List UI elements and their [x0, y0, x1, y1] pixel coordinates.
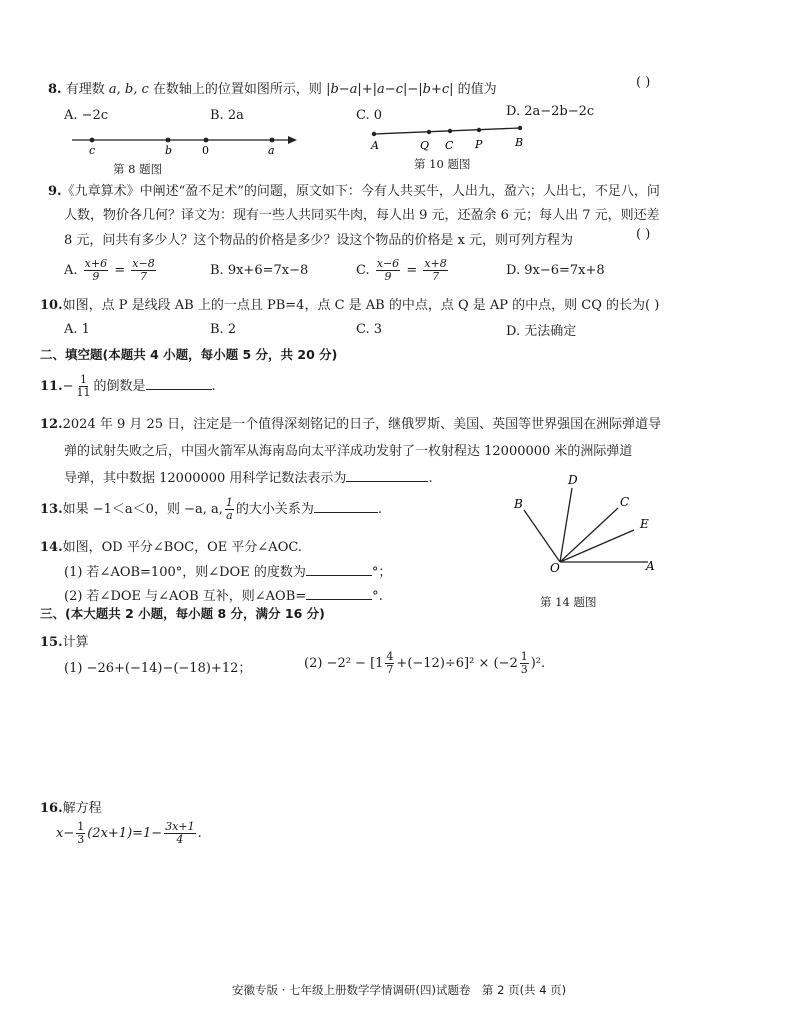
q16-title: 16.解方程 — [40, 801, 102, 816]
label-c: c — [89, 144, 96, 157]
q15-title: 15.计算 — [40, 635, 89, 650]
svg-text:C: C — [620, 495, 630, 509]
q8-answer-paren: ( ) — [636, 75, 651, 90]
q14-sub-1: (1) 若∠AOB=100°，则∠DOE 的度数为 °； — [64, 561, 391, 580]
ray-od — [560, 488, 572, 562]
q14-stem: 14.如图，OD 平分∠BOC，OE 平分∠AOC. — [40, 540, 302, 555]
q9-option-d: D. 9x−6=7x+8 — [506, 263, 605, 278]
section-3-heading: 三、(本大题共 2 小题，每小题 8 分，满分 16 分) — [40, 606, 325, 621]
q9-option-b: B. 9x+6=7x−8 — [210, 263, 309, 278]
q8-number-line-figure — [64, 130, 304, 160]
q9-line-1: 9.《九章算术》中阐述“盈不足术”的问题，原文如下：今有人共买牛，人出九，盈六；人出七，不足八，问 — [48, 184, 660, 199]
q15-part-2: (2) −2² − [1 $\frac{4}{7}$ +(−12)÷6]² × (−2 $\frac{1}{3}$ )². — [304, 650, 546, 676]
q9-line-2: 人数，物价各几何？译文为：现有一些人共同买牛肉，每人出 9 元，还盈余 6 元；每人出 7 元，则还差 — [64, 208, 660, 223]
point-b — [166, 138, 171, 143]
svg-text:C: C — [445, 139, 454, 152]
point-a — [270, 138, 275, 143]
point-c — [90, 138, 95, 143]
point-0 — [204, 138, 209, 143]
q11-answer-blank[interactable] — [146, 375, 212, 390]
q8-number: 8. — [48, 82, 62, 97]
point-Q — [427, 130, 431, 134]
q10-option-c: C. 3 — [356, 322, 383, 337]
point-A — [372, 132, 376, 136]
segment-ab — [374, 128, 520, 134]
q8-option-b: B. 2a — [210, 108, 244, 123]
q9-answer-paren: ( ) — [636, 227, 651, 242]
q10-number: 10. — [40, 298, 63, 313]
q10-option-a: A. 1 — [64, 322, 90, 337]
q12-answer-blank[interactable] — [346, 467, 428, 482]
svg-text:A: A — [371, 139, 379, 152]
section-2-heading: 二、填空题(本题共 4 小题，每小题 5 分，共 20 分) — [40, 347, 338, 362]
q8-option-c: C. 0 — [356, 108, 383, 123]
q13-stem: 13.如果 −1＜a＜0，则 −a, a, $\frac{1}{a}$ 的大小关系为 . — [40, 496, 383, 522]
q12-line-2: 弹的试射失败之后，中国火箭军从海南岛向太平洋成功发射了一枚射程达 12000000 米的洲际弹道 — [64, 444, 633, 459]
point-P — [477, 128, 481, 132]
label-a: a — [268, 144, 275, 157]
q8-stem: 8. 有理数 a, b, c 在数轴上的位置如图所示，则 |b−a|+|a−c|−|b+c| 的值为 — [48, 82, 497, 97]
q13-answer-blank[interactable] — [314, 498, 378, 513]
q9-line-3: 8 元，问共有多少人？这个物品的价格是多少？设这个物品的价格是 x 元，则可列方程为 — [64, 233, 574, 248]
ray-oc — [560, 508, 618, 562]
q9-option-a: A. $\frac{x+6}{9}$ = $\frac{x-8}{7}$ — [64, 257, 155, 283]
svg-text:Q: Q — [420, 139, 430, 152]
q10-option-d: D. 无法确定 — [506, 324, 577, 339]
q10-stem: 10.如图，点 P 是线段 AB 上的一点且 PB=4，点 C 是 AB 的中点，点 Q 是 AP 的中点，则 CQ 的长为( ) — [40, 298, 660, 313]
q14-sub2-blank[interactable] — [306, 585, 372, 600]
page-footer: 安徽专版 · 七年级上册数学学情调研(四)试题卷 第 2 页(共 4 页) — [232, 983, 567, 997]
q14-sub1-blank[interactable] — [306, 561, 372, 576]
q10-figure-caption: 第 10 题图 — [414, 157, 471, 171]
svg-text:A: A — [646, 559, 655, 573]
q16-equation: x− $\frac{1}{3}$ (2x+1)=1− $\frac{3x+1}{4}$ . — [56, 820, 202, 846]
q12-line-1: 12.2024 年 9 月 25 日，注定是一个值得深刻铭记的日子，继俄罗斯、美国、英国等世界强国在洲际弹道导 — [40, 417, 662, 432]
svg-text:E: E — [640, 517, 649, 531]
q10-option-b: B. 2 — [210, 322, 237, 337]
svg-text:P: P — [475, 138, 483, 151]
q8-option-a: A. −2c — [64, 108, 109, 123]
q15-part-1: (1) −26+(−14)−(−18)+12； — [64, 661, 252, 676]
q8-expression: |b−a|+|a−c|−|b+c| — [326, 82, 454, 97]
svg-text:O: O — [550, 561, 560, 574]
q14-sub-2: (2) 若∠DOE 与∠AOB 互补，则∠AOB= °. — [64, 585, 383, 604]
q11-stem: 11.− $\frac{1}{11}$ 的倒数是 . — [40, 373, 216, 399]
point-B — [518, 126, 522, 130]
svg-text:B: B — [514, 497, 523, 511]
svg-text:D: D — [568, 473, 578, 487]
label-b: b — [165, 144, 173, 157]
q8-option-d: D. 2a−2b−2c — [506, 104, 595, 119]
q8-figure-caption: 第 8 题图 — [113, 162, 163, 176]
q12-line-3: 导弹，其中数据 12000000 用科学记数法表示为 . — [64, 467, 433, 486]
label-0: 0 — [202, 144, 209, 157]
q10-segment-figure — [364, 122, 534, 152]
point-C — [448, 129, 452, 133]
q9-option-c: C. $\frac{x-6}{9}$ = $\frac{x+8}{7}$ — [356, 257, 447, 283]
q14-angle-figure — [508, 470, 668, 574]
ray-oe — [560, 530, 634, 562]
arrow-head-icon — [288, 136, 297, 144]
q9-number: 9. — [48, 184, 62, 199]
svg-text:B: B — [515, 136, 524, 149]
q14-figure-caption: 第 14 题图 — [540, 595, 597, 609]
ray-ob — [524, 510, 560, 562]
